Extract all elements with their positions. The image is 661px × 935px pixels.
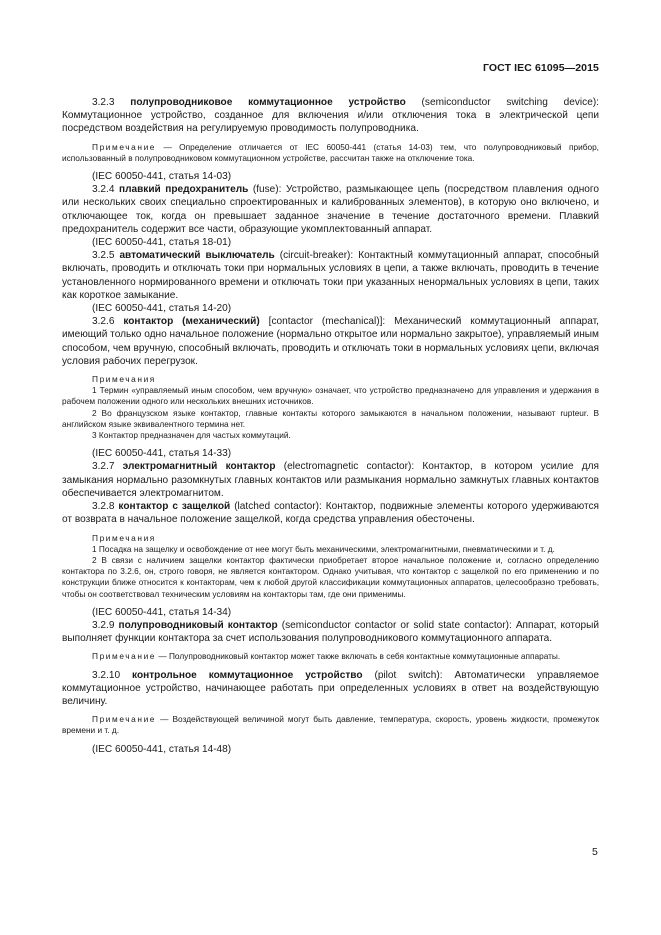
note [62,142,599,164]
term-title: контактор (механический) [123,316,260,328]
term-entry-3-2-7 [62,460,599,500]
term-title: плавкий предохранитель [118,184,249,196]
term-number: 3.2.6 [92,316,124,328]
term-number: 3.2.10 [92,669,133,681]
term-definition: (electromagnetic contactor): Контактор, в котором усилие для замыкания нормально разомкнутых главных контактов или размыкания нормально замкнутых главных контактов обеспечивается электромагнитом. [62,461,599,499]
term-definition: (semiconductor contactor or solid state contactor): Аппарат, который выполняет функции контактора за счет использования полупроводникового коммутационного аппарата. [62,619,599,645]
term-number: 3.2.8 [92,501,119,513]
source-reference: (IEC 60050-441, статья 14-48) [92,743,232,755]
term-title: полупроводниковое коммутационное устройство [130,97,406,108]
note-label: Примечание [92,141,157,152]
note-text: — Определение отличается от IEC 60050-441 (статья 14-03) тем, что полупроводниковый прибор, использованный в полупроводниковом коммутационном устройстве, рассчитан также на отключение тока. [62,141,599,163]
term-entry-3-2-9 [62,619,599,645]
note-text: — Полупроводниковый контактор может также включать в себя контактные коммутационные аппараты. [156,651,561,662]
term-entry-3-2-4 [62,183,599,236]
term-title: электромагнитный контактор [122,461,276,473]
note-label: Примечание [92,714,157,725]
term-number: 3.2.7 [92,461,123,473]
source-reference: (IEC 60050-441, статья 14-33) [92,448,232,460]
term-title: автоматический выключатель [119,250,275,262]
note-label: Примечание [92,651,157,662]
note-item: 2 Во французском языке контактор, главные контакты которого замыкаются в начальном положении, называют rupteur. В английском языке эквивалентного термина нет. [62,407,599,429]
term-definition: [contactor (mechanical)]: Механический коммутационный аппарат, имеющий только одно начальное положение (нормально открытое или нормально закрытое), управляемый иным способом, чем вручную, способный включать, проводить и отключать токи в нормальных условиях цепи, включая условия рабочих перегрузок. [62,316,599,367]
note-item: 3 Контактор предназначен для частых коммутаций. [92,430,291,441]
term-definition: (latched contactor): Контактор, подвижные элементы которого удерживаются от возврата в начальное положение защелкой, когда средства управления обесточены. [62,501,600,526]
note-item: 1 Термин «управляемый иным способом, чем вручную» означает, что устройство предназначено для управления и удержания в рабочем положении одного или нескольких внешних источников. [62,385,599,407]
term-entry-3-2-3 [62,96,599,136]
note-item: 1 Посадка на защелку и освобождение от нее могут быть механическими, электромагнитными, пневматическими и т. д. [92,543,555,554]
term-number: 3.2.3 [92,97,131,108]
term-number: 3.2.9 [92,619,119,631]
term-definition: (circuit-breaker): Контактный коммутационный аппарат, способный включать, проводить и отключать токи при нормальных условиях в цепи, а также включать, проводить в течение установленного нормированного времени и отключать токи при указанных ненормальных условиях в цепи, таких как короткое замыкание. [62,250,599,301]
term-definition: (pilot switch): Автоматически управляемое коммутационное устройство, начинающее работать при определенных условиях в ответ на воздействующую величину. [62,669,599,707]
note-text: — Воздействующей величиной могут быть давление, температура, скорость, уровень жидкости, промежуток времени и т. д. [62,714,599,736]
term-entry-3-2-10 [62,669,599,709]
term-entry-3-2-8 [62,500,599,526]
source-reference: (IEC 60050-441, статья 14-34) [92,606,232,618]
term-entry-3-2-5 [62,249,599,302]
source-reference: (IEC 60050-441, статья 18-01) [92,237,232,249]
source-reference: (IEC 60050-441, статья 14-20) [92,303,232,315]
term-title: полупроводниковый контактор [118,619,278,631]
note-item: 2 В связи с наличием защелки контактор фактически приобретает второе начальное положение и, согласно определению контактора по 3.2.6, он, строго говоря, не является контактором. Однако учитывая, что контактор с защелкой по его применению и по конструкции ближе относится к контакторам, чем к любой другой классификации коммутационных аппаратов, целесообразно требовать, чтобы он соответствовал техническим условиям на контакторы там, где они применимы. [62,554,599,599]
term-definition: (semiconductor switching device): Коммутационное устройство, созданное для включения и/или отключения тока в электрической цепи посредством воздействия на регулируемую проводимость полупроводника. [62,97,599,135]
term-title: контрольное коммутационное устройство [132,669,363,681]
term-definition: (fuse): Устройство, размыкающее цепь (посредством плавления одного или нескольких своих специально спроектированных и калиброванных элементов), в которую оно включено, и отключающее ток, когда он превышает заданное значение в течение достаточного времени. Плавкий предохранитель содержит все части, образующие укомплектованный аппарат. [62,184,599,235]
page-number: 5 [592,846,598,858]
note [62,714,599,736]
note [62,651,599,662]
term-title: контактор с защелкой [118,501,231,513]
notes-heading: Примечания [92,374,156,385]
term-number: 3.2.5 [92,250,120,262]
source-reference: (IEC 60050-441, статья 14-03) [92,171,232,183]
notes-heading: Примечания [92,532,156,543]
term-number: 3.2.4 [92,184,119,196]
document-body [62,96,599,756]
term-entry-3-2-6 [62,315,599,368]
document-header: ГОСТ IEC 61095—2015 [482,62,599,74]
